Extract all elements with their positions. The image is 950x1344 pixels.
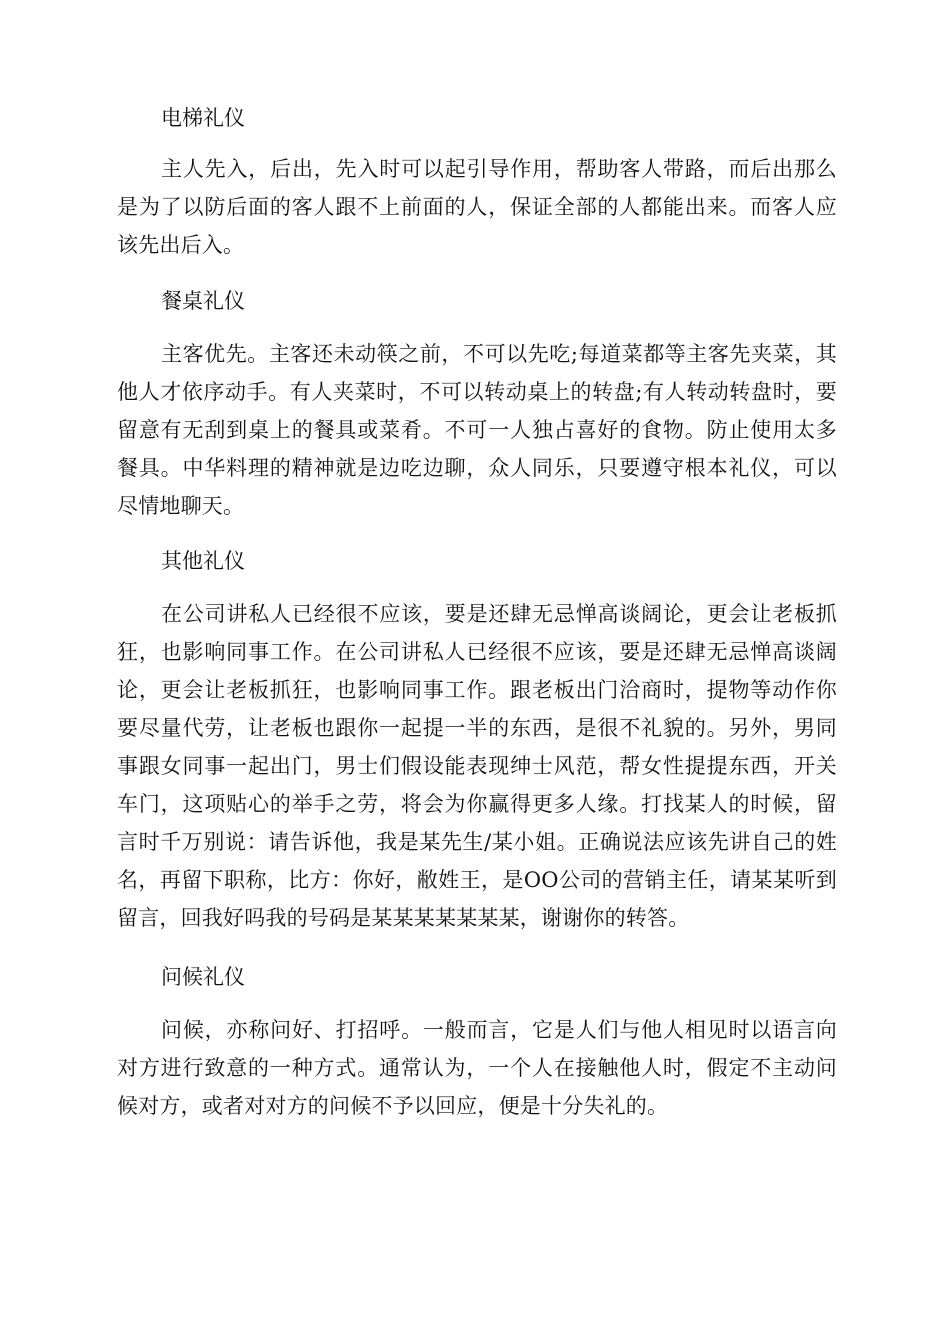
section-body-greeting-etiquette: 问候，亦称问好、打招呼。一般而言，它是人们与他人相见时以语言向对方进行致意的一种方式。通常认为，一个人在接触他人时，假定不主动问候对方，或者对对方的问候不予以回应，便是十分失礼的。: [117, 1018, 837, 1118]
section-heading-elevator-etiquette: 电梯礼仪: [161, 106, 245, 130]
document-page: [117, 100, 837, 1125]
section-heading-other-etiquette: 其他礼仪: [161, 549, 245, 573]
section-body-other-etiquette: 在公司讲私人已经很不应该，要是还肆无忌惮高谈阔论，更会让老板抓狂，也影响同事工作。在公司讲私人已经很不应该，要是还肆无忌惮高谈阔论，更会让老板抓狂，也影响同事工作。跟老板出门洽商时，提物等动作你要尽量代劳，让老板也跟你一起提一半的东西，是很不礼貌的。另外，男同事跟女同事一起出门，男士们假设能表现绅士风范，帮女性提提东西，开关车门，这项贴心的举手之劳，将会为你赢得更多人缘。打找某人的时候，留言时千万别说：请告诉他，我是某先生/某小姐。正确说法应该先讲自己的姓名，再留下职称，比方：你好，敝姓王，是OO公司的营销主任，请某某听到留言，回我好吗我的号码是某某某某某某某，谢谢你的转答。: [117, 602, 837, 930]
section-heading-dining-etiquette: 餐桌礼仪: [161, 289, 245, 313]
section-body-dining-etiquette: 主客优先。主客还未动筷之前，不可以先吃;每道菜都等主客先夹菜，其他人才依序动手。有人夹菜时，不可以转动桌上的转盘;有人转动转盘时，要留意有无刮到桌上的餐具或菜肴。不可一人独占喜好的食物。防止使用太多餐具。中华料理的精神就是边吃边聊，众人同乐，只要遵守根本礼仪，可以尽情地聊天。: [117, 342, 837, 518]
section-heading-greeting-etiquette: 问候礼仪: [161, 965, 245, 989]
section-body-elevator-etiquette: 主人先入，后出，先入时可以起引导作用，帮助客人带路，而后出那么是为了以防后面的客人跟不上前面的人，保证全部的人都能出来。而客人应该先出后入。: [117, 157, 837, 257]
